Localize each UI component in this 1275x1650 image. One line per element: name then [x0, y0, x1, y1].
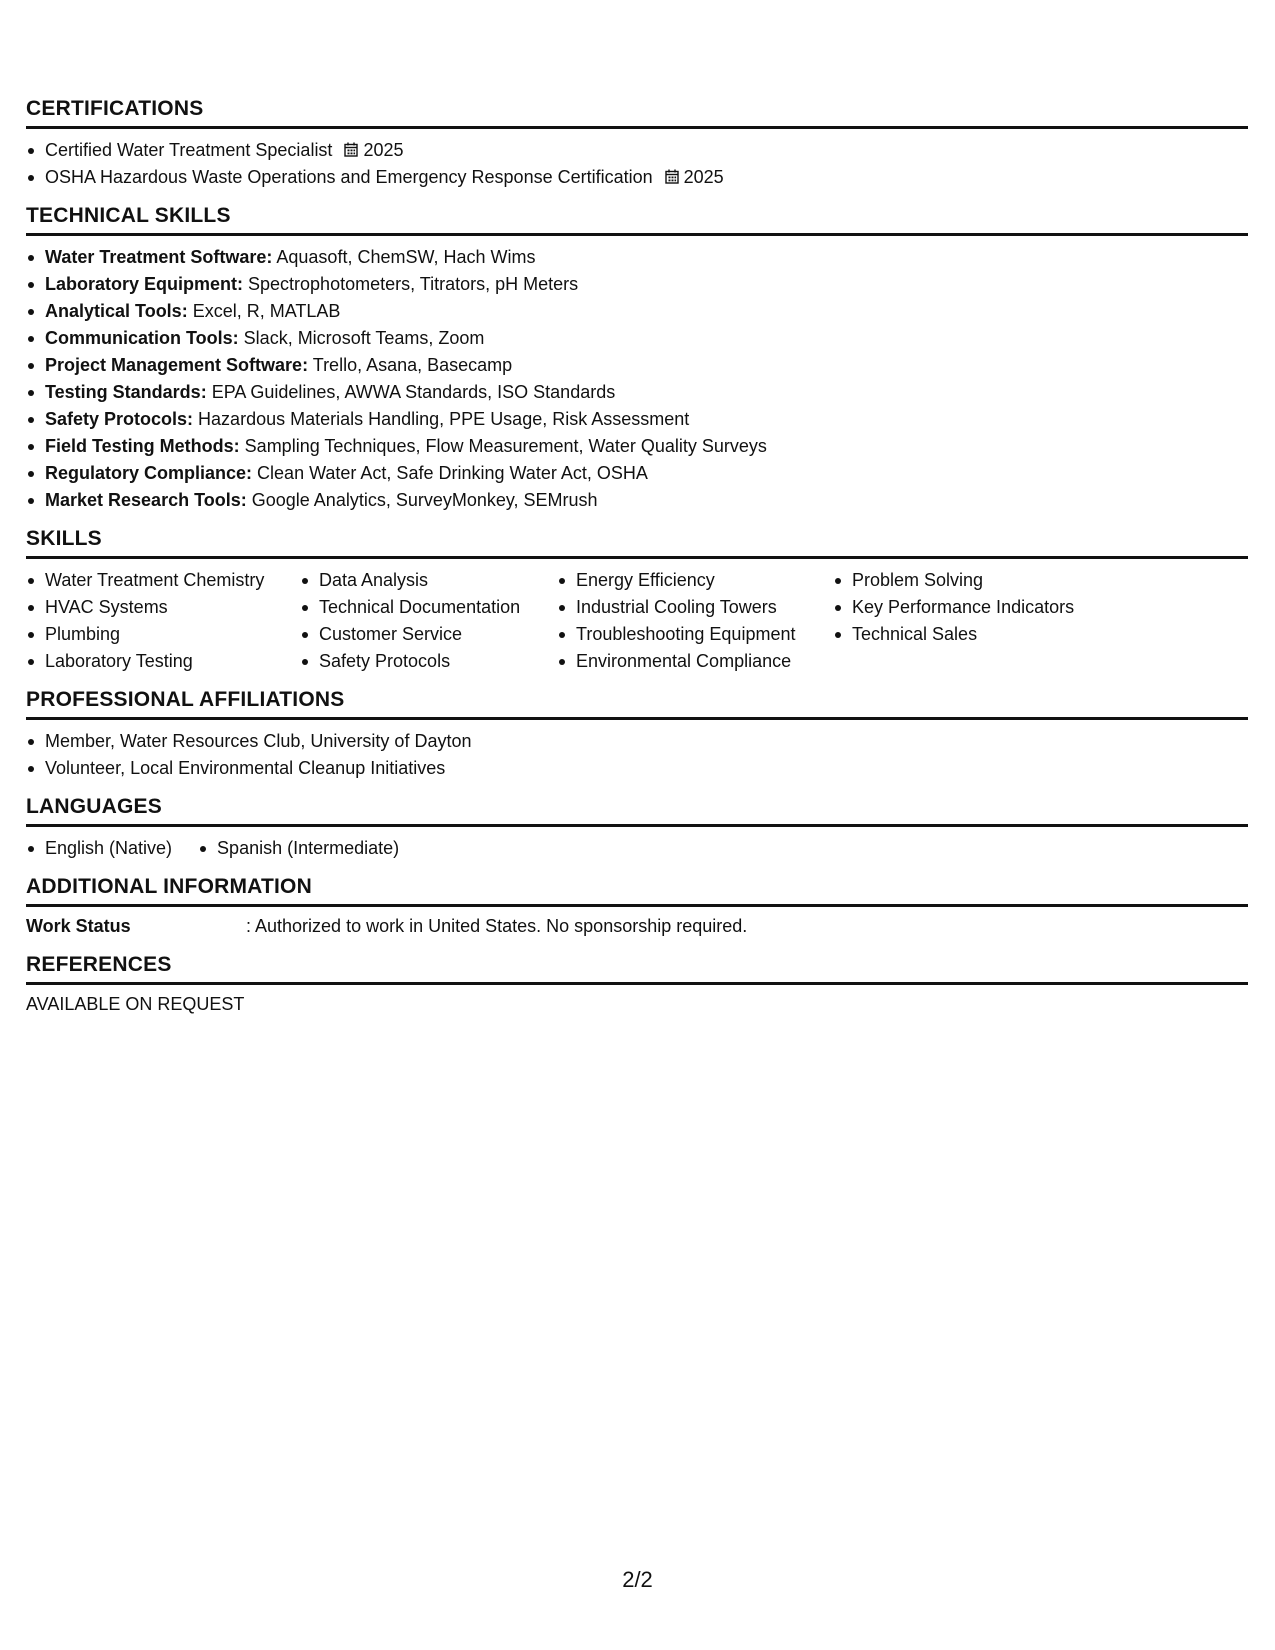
technical-skills-list	[26, 244, 1248, 514]
languages-section	[26, 794, 1248, 862]
technical-skill-item	[26, 406, 1248, 433]
resume-page	[26, 96, 1248, 1030]
work-status-label: Work Status	[26, 916, 131, 936]
skill-item: HVAC Systems	[26, 594, 300, 621]
technical-skill-item	[26, 487, 1248, 514]
technical-skill-value: Google Analytics, SurveyMonkey, SEMrush	[246, 490, 598, 510]
technical-skill-item	[26, 433, 1248, 460]
technical-skill-value: Hazardous Materials Handling, PPE Usage, Risk Assessment	[193, 409, 690, 429]
technical-skill-value: Slack, Microsoft Teams, Zoom	[238, 328, 485, 348]
calendar-icon	[665, 169, 679, 184]
skill-item: Troubleshooting Equipment	[557, 621, 833, 648]
affiliation-item: Member, Water Resources Club, University of Dayton	[26, 728, 1248, 755]
certification-name: Certified Water Treatment Specialist	[45, 140, 333, 160]
technical-skill-item	[26, 244, 1248, 271]
work-status-value: : Authorized to work in United States. No sponsorship required.	[246, 916, 748, 936]
technical-skill-label: Analytical Tools:	[45, 301, 188, 321]
affiliation-item: Volunteer, Local Environmental Cleanup Initiatives	[26, 755, 1248, 782]
certifications-section	[26, 96, 1248, 191]
skill-item: Industrial Cooling Towers	[557, 594, 833, 621]
skill-item: Plumbing	[26, 621, 300, 648]
additional-info-section	[26, 874, 1248, 940]
technical-skill-label: Communication Tools:	[45, 328, 239, 348]
technical-skill-label: Safety Protocols:	[45, 409, 194, 429]
skills-column	[300, 567, 557, 675]
certification-name: OSHA Hazardous Waste Operations and Emergency Response Certification	[45, 167, 653, 187]
language-item: English (Native)	[26, 835, 172, 862]
technical-skill-label: Market Research Tools:	[45, 490, 247, 510]
skill-item: Laboratory Testing	[26, 648, 300, 675]
skills-section	[26, 526, 1248, 675]
technical-skill-label: Testing Standards:	[45, 382, 207, 402]
technical-skill-value: Aquasoft, ChemSW, Hach Wims	[272, 247, 536, 267]
technical-skills-heading: TECHNICAL SKILLS	[26, 203, 1248, 236]
technical-skill-value: Sampling Techniques, Flow Measurement, Water Quality Surveys	[239, 436, 767, 456]
language-item: Spanish (Intermediate)	[198, 835, 399, 862]
technical-skill-item	[26, 379, 1248, 406]
skill-item: Technical Sales	[833, 621, 1093, 648]
skills-grid	[26, 567, 1248, 675]
references-heading: REFERENCES	[26, 952, 1248, 985]
certifications-heading: CERTIFICATIONS	[26, 96, 1248, 129]
technical-skill-label: Project Management Software:	[45, 355, 309, 375]
calendar-icon	[344, 142, 358, 157]
affiliations-heading: PROFESSIONAL AFFILIATIONS	[26, 687, 1248, 720]
technical-skill-label: Water Treatment Software:	[45, 247, 273, 267]
affiliations-list	[26, 728, 1248, 782]
technical-skill-value: EPA Guidelines, AWWA Standards, ISO Standards	[206, 382, 616, 402]
references-text: AVAILABLE ON REQUEST	[26, 994, 245, 1014]
affiliations-section	[26, 687, 1248, 782]
page-number: 2/2	[622, 1567, 653, 1592]
skills-column	[833, 567, 1093, 675]
languages-list	[26, 835, 425, 862]
skill-item: Water Treatment Chemistry	[26, 567, 300, 594]
skills-heading: SKILLS	[26, 526, 1248, 559]
technical-skill-item	[26, 298, 1248, 325]
skill-item: Key Performance Indicators	[833, 594, 1093, 621]
certification-year: 2025	[683, 167, 724, 187]
references-section	[26, 952, 1248, 1018]
skill-item: Data Analysis	[300, 567, 557, 594]
skills-column	[26, 567, 300, 675]
certifications-list	[26, 137, 1248, 191]
technical-skill-item	[26, 271, 1248, 298]
technical-skill-label: Field Testing Methods:	[45, 436, 240, 456]
additional-info-heading: ADDITIONAL INFORMATION	[26, 874, 1248, 907]
technical-skill-label: Regulatory Compliance:	[45, 463, 253, 483]
technical-skill-value: Trello, Asana, Basecamp	[308, 355, 513, 375]
certification-item	[26, 164, 1248, 191]
skill-item: Problem Solving	[833, 567, 1093, 594]
technical-skill-value: Excel, R, MATLAB	[187, 301, 341, 321]
languages-row	[26, 835, 1248, 862]
technical-skill-item	[26, 352, 1248, 379]
work-status-row	[26, 913, 1248, 940]
skill-item: Technical Documentation	[300, 594, 557, 621]
technical-skill-value: Spectrophotometers, Titrators, pH Meters	[243, 274, 579, 294]
skill-item: Safety Protocols	[300, 648, 557, 675]
skill-item: Customer Service	[300, 621, 557, 648]
skill-item: Environmental Compliance	[557, 648, 833, 675]
certification-year: 2025	[363, 140, 404, 160]
technical-skills-section	[26, 203, 1248, 514]
certification-item	[26, 137, 1248, 164]
technical-skill-label: Laboratory Equipment:	[45, 274, 244, 294]
technical-skill-item	[26, 325, 1248, 352]
skills-column	[557, 567, 833, 675]
technical-skill-value: Clean Water Act, Safe Drinking Water Act, OSHA	[252, 463, 648, 483]
skill-item: Energy Efficiency	[557, 567, 833, 594]
languages-heading: LANGUAGES	[26, 794, 1248, 827]
technical-skill-item	[26, 460, 1248, 487]
